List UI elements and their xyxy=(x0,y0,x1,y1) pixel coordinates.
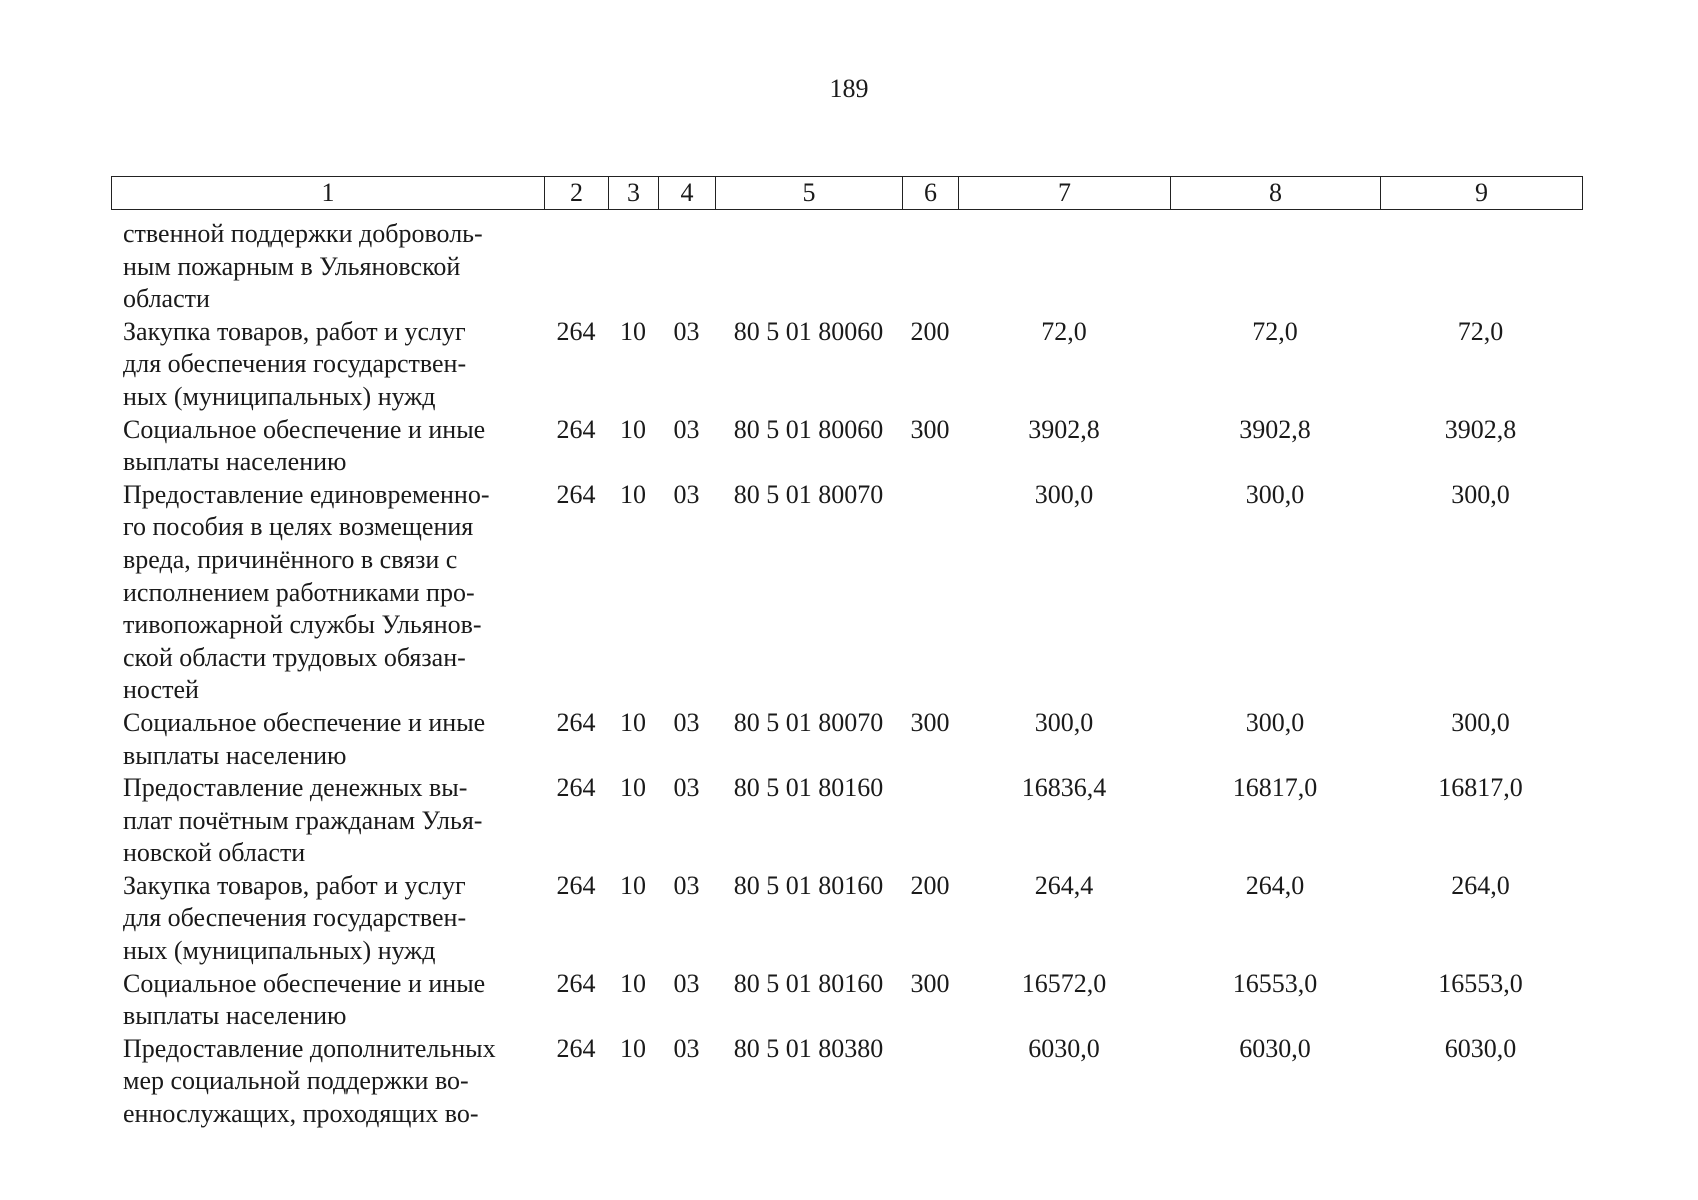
description-line: Социальное обеспечение и иные xyxy=(123,968,486,998)
cell-col-6 xyxy=(902,218,958,316)
row-description xyxy=(111,316,544,414)
cell-col-5 xyxy=(715,218,902,316)
cell-col-3: 10 xyxy=(620,316,646,346)
cell-col-4: 03 xyxy=(673,479,700,509)
description-line: плат почётным гражданам Улья- xyxy=(123,805,483,835)
cell-col-6: 300 xyxy=(910,414,950,444)
row-description xyxy=(111,707,544,772)
description-line: выплаты населению xyxy=(123,1001,347,1031)
cell-col-5: 80 5 01 80070 xyxy=(733,479,884,509)
description-line: ным пожарным в Ульяновской xyxy=(123,251,461,281)
cell-col-4: 03 xyxy=(673,968,700,998)
description-line: Закупка товаров, работ и услуг xyxy=(123,870,466,900)
cell-col-2: 264 xyxy=(556,707,596,737)
cell-col-6 xyxy=(902,1033,958,1131)
cell-col-6: 200 xyxy=(910,870,950,900)
cell-col-4: 03 xyxy=(673,707,700,737)
row-description xyxy=(111,218,544,316)
table-row xyxy=(111,870,1581,968)
description-line: Закупка товаров, работ и услуг xyxy=(123,316,466,346)
cell-col-7: 264,4 xyxy=(1034,870,1094,900)
header-col-5: 5 xyxy=(716,177,903,209)
table-header xyxy=(111,176,1583,210)
cell-col-9: 300,0 xyxy=(1451,707,1510,737)
cell-col-4: 03 xyxy=(673,414,700,444)
cell-col-7: 3902,8 xyxy=(1028,414,1100,444)
cell-col-8: 16817,0 xyxy=(1232,773,1318,803)
cell-col-5: 80 5 01 80060 xyxy=(733,414,884,444)
cell-col-6 xyxy=(902,479,958,707)
description-line: ностей xyxy=(123,675,199,705)
description-line: области xyxy=(123,284,210,314)
cell-col-9: 16817,0 xyxy=(1438,773,1523,803)
cell-col-8: 3902,8 xyxy=(1239,414,1311,444)
description-line: новской области xyxy=(123,838,306,868)
table-row xyxy=(111,1033,1581,1131)
description-line: для обеспечения государствен- xyxy=(123,349,467,379)
table-row xyxy=(111,772,1581,870)
cell-col-9: 16553,0 xyxy=(1438,968,1523,998)
header-col-7: 7 xyxy=(959,177,1171,209)
description-line: выплаты населению xyxy=(123,447,347,477)
table-row xyxy=(111,316,1581,414)
cell-col-3: 10 xyxy=(620,870,646,900)
description-line: ственной поддержки доброволь- xyxy=(123,219,483,248)
description-line: выплаты населению xyxy=(123,740,347,770)
header-col-6: 6 xyxy=(903,177,959,209)
cell-col-7: 72,0 xyxy=(1041,316,1087,346)
row-description xyxy=(111,1033,544,1131)
header-col-9: 9 xyxy=(1475,178,1488,207)
table-row xyxy=(111,707,1581,772)
header-col-2: 2 xyxy=(545,177,609,209)
cell-col-3 xyxy=(608,218,658,316)
cell-col-2: 264 xyxy=(556,1033,596,1063)
cell-col-8: 264,0 xyxy=(1245,870,1305,900)
cell-col-9 xyxy=(1380,218,1581,316)
cell-col-5: 80 5 01 80160 xyxy=(733,870,884,900)
cell-col-2: 264 xyxy=(556,414,596,444)
table-row xyxy=(111,479,1581,707)
cell-col-9: 3902,8 xyxy=(1444,414,1517,444)
header-col-8: 8 xyxy=(1171,177,1381,209)
table-row xyxy=(111,968,1581,1033)
header-col-3: 3 xyxy=(609,177,659,209)
header-col-1: 1 xyxy=(112,177,545,209)
cell-col-7: 16836,4 xyxy=(1021,773,1107,803)
cell-col-3: 10 xyxy=(620,414,646,444)
cell-col-4: 03 xyxy=(673,773,700,803)
cell-col-3: 10 xyxy=(620,707,646,737)
cell-col-4: 03 xyxy=(673,316,700,346)
cell-col-2: 264 xyxy=(556,870,596,900)
description-line: Предоставление дополнительных xyxy=(123,1033,496,1063)
cell-col-4: 03 xyxy=(673,870,700,900)
cell-col-5: 80 5 01 80160 xyxy=(733,968,884,998)
cell-col-2 xyxy=(544,218,608,316)
row-description xyxy=(111,968,544,1033)
description-line: Социальное обеспечение и иные xyxy=(123,414,486,444)
cell-col-8: 6030,0 xyxy=(1239,1033,1311,1063)
header-col-4: 4 xyxy=(659,177,716,209)
cell-col-9: 300,0 xyxy=(1451,479,1510,509)
cell-col-2: 264 xyxy=(556,968,596,998)
cell-col-6: 300 xyxy=(910,707,950,737)
cell-col-7: 6030,0 xyxy=(1028,1033,1100,1063)
cell-col-5: 80 5 01 80060 xyxy=(733,316,884,346)
cell-col-7: 16572,0 xyxy=(1021,968,1107,998)
description-line: еннослужащих, проходящих во- xyxy=(123,1099,479,1129)
row-description xyxy=(111,479,544,707)
table-body xyxy=(111,218,1581,1131)
cell-col-5: 80 5 01 80160 xyxy=(733,773,884,803)
cell-col-8: 300,0 xyxy=(1245,479,1305,509)
description-line: тивопожарной службы Ульянов- xyxy=(123,610,482,640)
cell-col-6 xyxy=(902,772,958,870)
cell-col-3: 10 xyxy=(620,479,646,509)
description-line: для обеспечения государствен- xyxy=(123,903,467,933)
cell-col-3: 10 xyxy=(620,773,646,803)
row-description xyxy=(111,870,544,968)
description-line: ных (муниципальных) нужд xyxy=(123,936,436,966)
cell-col-6: 200 xyxy=(910,316,950,346)
page-number: 189 xyxy=(829,74,869,103)
cell-col-4 xyxy=(658,218,715,316)
row-description xyxy=(111,414,544,479)
cell-col-8 xyxy=(1170,218,1380,316)
cell-col-9: 264,0 xyxy=(1451,870,1510,900)
description-line: мер социальной поддержки во- xyxy=(123,1066,469,1096)
cell-col-5: 80 5 01 80070 xyxy=(733,707,884,737)
description-line: вреда, причинённого в связи с xyxy=(123,544,458,574)
description-line: Предоставление денежных вы- xyxy=(123,773,468,803)
cell-col-4: 03 xyxy=(673,1033,700,1063)
description-line: исполнением работниками про- xyxy=(123,577,475,607)
description-line: го пособия в целях возмещения xyxy=(123,512,474,542)
cell-col-3: 10 xyxy=(620,1033,646,1063)
row-description xyxy=(111,772,544,870)
cell-col-7 xyxy=(958,218,1170,316)
cell-col-2: 264 xyxy=(556,316,596,346)
cell-col-7: 300,0 xyxy=(1034,707,1094,737)
cell-col-2: 264 xyxy=(556,773,596,803)
cell-col-5: 80 5 01 80380 xyxy=(733,1033,884,1063)
cell-col-9: 72,0 xyxy=(1457,316,1504,346)
cell-col-2: 264 xyxy=(556,479,596,509)
description-line: Социальное обеспечение и иные xyxy=(123,707,486,737)
description-line: ных (муниципальных) нужд xyxy=(123,381,436,411)
cell-col-9: 6030,0 xyxy=(1444,1033,1517,1063)
cell-col-7: 300,0 xyxy=(1034,479,1094,509)
cell-col-3: 10 xyxy=(620,968,646,998)
description-line: ской области трудовых обязан- xyxy=(123,642,466,672)
cell-col-8: 300,0 xyxy=(1245,707,1305,737)
description-line: Предоставление единовременно- xyxy=(123,479,490,509)
cell-col-8: 72,0 xyxy=(1252,316,1298,346)
cell-col-6: 300 xyxy=(910,968,950,998)
table-row xyxy=(111,218,1581,316)
cell-col-8: 16553,0 xyxy=(1232,968,1318,998)
table-row xyxy=(111,414,1581,479)
